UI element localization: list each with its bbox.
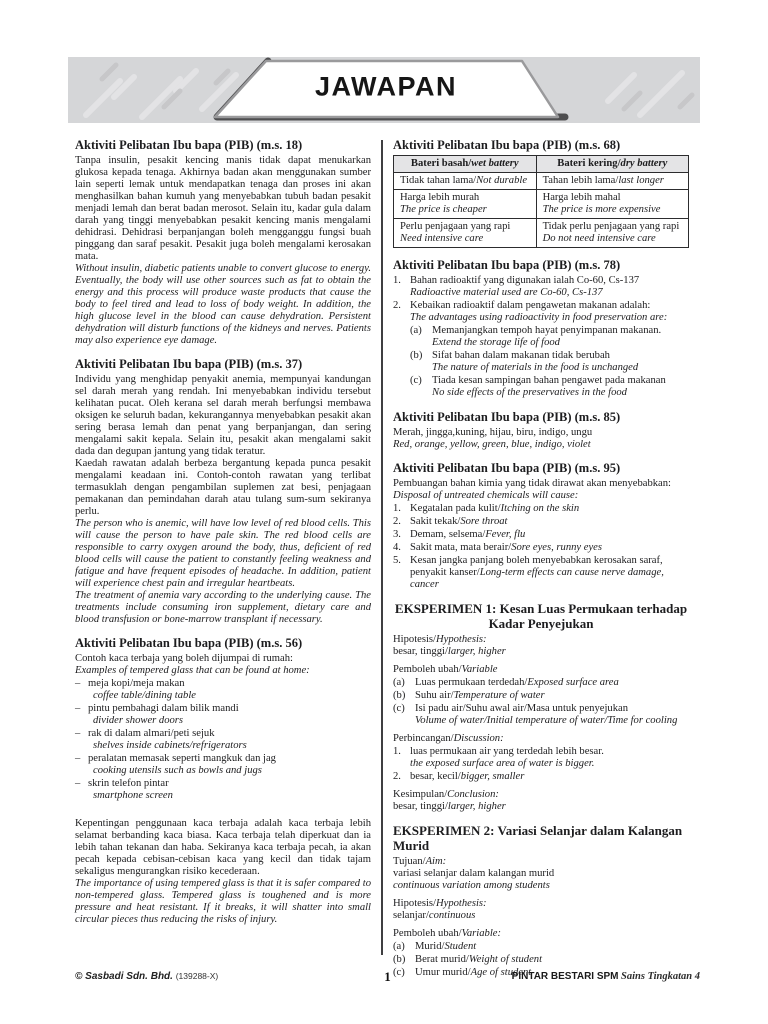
malay-text: Tiada kesan sampingan bahan pengawet pada makanan — [432, 375, 666, 386]
list-item-text — [410, 555, 689, 591]
list-item — [393, 771, 689, 783]
sublist-item-text — [432, 350, 689, 374]
english-text: Sore throat — [460, 516, 508, 527]
text-line — [410, 542, 689, 554]
english-text: The treatment of anemia vary according to the underlying cause. The treatments include consuming iron supplement, dietary care and blood transfusion or bone-marrow transplant if necessary. — [75, 590, 371, 625]
section-title: EKSPERIMEN 2: Variasi Selanjar dalam Kalangan Murid — [393, 823, 683, 853]
malay-text: besar, tinggi/ — [393, 801, 448, 812]
lettered-sublist — [410, 325, 689, 399]
malay-text: Kebaikan radioaktif dalam pengawetan makanan adalah: — [410, 300, 651, 311]
list-item — [393, 954, 689, 966]
section — [75, 357, 371, 626]
list-item-text — [410, 746, 689, 770]
malay-text: Perbincangan/ — [393, 733, 454, 744]
list-item-text — [88, 703, 371, 727]
english-text: Exposed surface area — [527, 677, 619, 688]
section-title: Aktiviti Pelibatan Ibu bapa (PIB) (m.s. 85) — [393, 410, 621, 424]
english-text: Extend the storage life of food — [432, 337, 560, 348]
paragraph — [393, 856, 689, 868]
paragraph — [75, 155, 371, 347]
text-line — [393, 646, 689, 658]
english-text: continuous — [428, 910, 476, 921]
publisher-code: (139288-X) — [175, 971, 219, 981]
section — [393, 823, 689, 979]
book-series: PINTAR BESTARI SPM — [511, 971, 619, 982]
paragraph — [393, 427, 689, 451]
text-line — [393, 634, 689, 646]
table-header-cell — [536, 156, 688, 173]
english-text: The price is more expensive — [542, 204, 661, 215]
english-text: The advantages using radioactivity in food preservation are: — [410, 312, 668, 323]
list-item-text — [410, 771, 689, 783]
malay-text: Contoh kaca terbaja yang boleh dijumpai di rumah: — [75, 653, 293, 664]
list-item — [410, 350, 689, 374]
sublist-item-text — [432, 375, 689, 399]
list-item — [393, 941, 689, 953]
numbered-list — [393, 503, 689, 591]
malay-text: Luas permukaan terdedah/ — [415, 677, 528, 688]
section-title: Aktiviti Pelibatan Ibu bapa (PIB) (m.s. 68) — [393, 138, 621, 152]
text-line — [393, 856, 689, 868]
list-item — [393, 746, 689, 770]
malay-text: Kaedah rawatan adalah berbeza bergantung kepada punca pesakit mengalami keadaan ini. Contoh-contoh rawatan yang terlibat termasuklah dengan pengambilan suplemen zat besi, penjagaan pemakanan dan pemindahan darah atau tulang sum-sum sekiranya perlu. — [75, 458, 371, 517]
english-text: Do not need intensive care — [542, 233, 656, 244]
table-cell — [536, 173, 688, 190]
paragraph — [75, 458, 371, 518]
section — [393, 410, 689, 451]
text-line — [400, 175, 530, 187]
table-cell — [394, 173, 537, 190]
lettered-list — [393, 677, 689, 727]
english-text: wet battery — [471, 158, 519, 169]
english-text: Aim: — [425, 856, 447, 867]
section-title: Aktiviti Pelibatan Ibu bapa (PIB) (m.s. 78) — [393, 258, 621, 272]
publisher-name: © Sasbadi Sdn. Bhd. — [75, 971, 173, 982]
section — [393, 461, 689, 591]
english-text: Sore eyes, runny eyes — [511, 542, 602, 553]
malay-text: Sakit mata, mata berair/ — [410, 542, 512, 553]
publisher-credit — [75, 971, 218, 982]
english-text: Discussion: — [453, 733, 504, 744]
english-text: larger, higher — [447, 646, 506, 657]
malay-text: Demam, selsema/ — [410, 529, 486, 540]
list-item — [410, 375, 689, 399]
malay-text: Kegatalan pada kulit/ — [410, 503, 501, 514]
list-item-text — [415, 941, 689, 953]
letter-marker: (a) — [410, 325, 422, 336]
text-line — [415, 677, 689, 689]
list-item-text — [410, 503, 689, 515]
english-text: No side effects of the preservatives in the food — [432, 387, 627, 398]
malay-text: Sakit tekak/ — [410, 516, 461, 527]
malay-text: skrin telefon pintar — [88, 778, 169, 789]
sublist-item-text — [432, 325, 689, 349]
dash-marker: – — [75, 678, 81, 689]
page-footer — [75, 969, 700, 987]
paragraph — [75, 518, 371, 590]
paragraph — [75, 818, 371, 926]
paragraph — [393, 478, 689, 502]
malay-text: selanjar/ — [393, 910, 429, 921]
english-text: shelves inside cabinets/refrigerators — [93, 740, 247, 751]
table-cell — [394, 190, 537, 219]
text-line — [393, 801, 689, 813]
table-row — [394, 219, 689, 248]
list-item — [393, 677, 689, 689]
english-text: Variable: — [461, 928, 501, 939]
malay-text: Tanpa insulin, pesakit kencing manis tidak dapat menukarkan glukosa kepada tenaga. Akhirnya badan akan menggunakan sumber lain seperti lemak untuk mendapatkan tenaga dan proses ini akan menghasilkan bahan kumuh yang menyebabkan tubuh badan pesakit menjadi lemah dan berat badan merosot. Selain itu, kadar gula dalam darah yang tinggi menyebabkan pesakit kencing manis mengalami dehidrasi. Dehidrasi berpanjangan boleh mengganggu fungsi buah pinggang dan saraf pesakit. Pesakit juga boleh mengalami kerosakan mata. — [75, 155, 371, 262]
english-text: The price is cheaper — [400, 204, 487, 215]
paragraph — [393, 789, 689, 801]
malay-text: Harga lebih murah — [400, 192, 480, 203]
dash-marker: – — [75, 778, 81, 789]
letter-marker: (c) — [393, 703, 405, 714]
paragraph — [393, 868, 689, 892]
english-text: Examples of tempered glass that can be found at home: — [75, 665, 310, 676]
malay-text: luas permukaan air yang terdedah lebih besar. — [410, 746, 604, 757]
list-item — [393, 542, 689, 554]
table-header — [394, 156, 689, 173]
list-item — [393, 503, 689, 515]
malay-text: Bateri basah/ — [410, 158, 472, 169]
english-text: Not durable — [476, 175, 528, 186]
english-text: Itching on the skin — [500, 503, 580, 514]
section-title: Aktiviti Pelibatan Ibu bapa (PIB) (m.s. 18) — [75, 138, 303, 152]
number-marker: 2. — [393, 516, 401, 527]
battery-comparison-table — [393, 155, 689, 248]
malay-text: Umur murid/ — [415, 967, 471, 978]
paragraph — [75, 653, 371, 677]
list-item — [393, 275, 689, 299]
english-text: The nature of materials in the food is unchanged — [432, 362, 639, 373]
list-item — [75, 728, 371, 752]
list-item-text — [415, 954, 689, 966]
list-item-text — [88, 678, 371, 702]
section — [75, 636, 371, 926]
list-item-text — [410, 542, 689, 554]
list-item-text — [88, 753, 371, 777]
text-line — [543, 175, 682, 187]
english-text: Weight of student — [468, 954, 543, 965]
table-header-cell — [394, 156, 537, 173]
text-line — [400, 158, 530, 170]
section — [75, 138, 371, 347]
malay-text: Pembuangan bahan kimia yang tidak dirawat akan menyebabkan: — [393, 478, 671, 489]
letter-marker: (b) — [393, 690, 406, 701]
english-text: Student — [444, 941, 477, 952]
list-item-text — [88, 778, 371, 802]
list-item-text — [88, 728, 371, 752]
list-item — [75, 753, 371, 777]
malay-text: Kesan jangka panjang boleh menyebabkan kerosakan saraf, penyakit kanser/ — [410, 555, 663, 578]
english-text: Hypothesis: — [435, 634, 487, 645]
malay-text: Suhu air/ — [415, 690, 454, 701]
malay-text: Pemboleh ubah/ — [393, 928, 462, 939]
paragraph — [393, 898, 689, 910]
numbered-list — [393, 275, 689, 400]
list-item-text — [415, 677, 689, 689]
book-subject: Sains Tingkatan 4 — [621, 971, 700, 982]
english-text: Red, orange, yellow, green, blue, indigo, violet — [393, 439, 591, 450]
english-text: last longer — [618, 175, 664, 186]
answers-banner — [68, 57, 700, 123]
malay-text: Bahan radioaktif yang digunakan ialah Co-60, Cs-137 — [410, 275, 640, 286]
letter-marker: (b) — [410, 350, 423, 361]
english-text: Need intensive care — [400, 233, 484, 244]
english-text: cooking utensils such as bowls and jugs — [93, 765, 262, 776]
table-cell — [394, 219, 537, 248]
english-text: Without insulin, diabetic patients unable to convert glucose to energy. Eventually, the body will use other sources such as fat to obtain the energy and this process will produce waste products that cause the body to feel tired and lead to loss of body weight. In addition, the high glucose level in the blood can cause dehydration. Persistent dehydration will disturb functions of the kidneys and nerves. Patients may also experience eye damage. — [75, 263, 371, 346]
table-header-row — [394, 156, 689, 173]
english-text: Radioactive material used are Co-60, Cs-137 — [410, 287, 603, 298]
paragraph — [393, 646, 689, 658]
list-item — [393, 703, 689, 727]
english-text: Variable — [461, 664, 498, 675]
number-marker: 5. — [393, 555, 401, 566]
english-text: dry battery — [620, 158, 668, 169]
text-line — [410, 503, 689, 515]
list-item — [75, 778, 371, 802]
malay-text: Kesimpulan/ — [393, 789, 448, 800]
english-text: Conclusion: — [447, 789, 499, 800]
malay-text: Isi padu air/Suhu awal air/Masa untuk penyejukan — [415, 703, 628, 714]
malay-text: peralatan memasak seperti mangkuk dan jag — [88, 753, 276, 764]
english-text: Disposal of untreated chemicals will cause: — [393, 490, 579, 501]
list-item-text — [410, 300, 689, 400]
paragraph — [393, 634, 689, 646]
text-line — [410, 516, 689, 528]
english-text: coffee table/dining table — [93, 690, 196, 701]
text-line — [393, 910, 689, 922]
table-cell — [536, 190, 688, 219]
paragraph — [393, 801, 689, 813]
left-column — [75, 138, 371, 936]
english-text: Volume of water/Initial temperature of water/Time for cooling — [415, 715, 678, 726]
content-columns — [75, 138, 691, 989]
number-marker: 1. — [393, 746, 401, 757]
letter-marker: (a) — [393, 941, 405, 952]
table-body — [394, 173, 689, 248]
dash-marker: – — [75, 703, 81, 714]
paragraph — [393, 733, 689, 745]
list-item-text — [410, 275, 689, 299]
text-line — [393, 789, 689, 801]
list-item — [75, 678, 371, 702]
english-text: larger, higher — [447, 801, 506, 812]
english-text: The importance of using tempered glass is that it is safer compared to non-tempered glass. Tempered glass is toughened and is more pressure and heat resistant. If it breaks, it will shatter into small circular pieces thus reducing the risks of injury. — [75, 878, 371, 925]
english-text: Long-term effects can cause nerve damage, cancer — [410, 567, 664, 590]
malay-text: besar, tinggi/ — [393, 646, 448, 657]
malay-text: Tujuan/ — [393, 856, 426, 867]
paragraph — [393, 910, 689, 922]
english-text: Hypothesis: — [435, 898, 487, 909]
malay-text: Kepentingan penggunaan kaca terbaja adalah kaca terbaja lebih selamat berbanding kaca biasa. Kaca terbaja telah diperkuat dan ia lebih tahan tekanan dan haba. Sekiranya kaca terbaja pecah, ia akan pecah kepada cebisan-cebisan kaca yang kecil dan tidak tajam sekaligus mengurangkan risiko kecederaan. — [75, 818, 371, 877]
english-text: the exposed surface area of water is bigger. — [410, 758, 595, 769]
book-title — [512, 971, 700, 982]
page-number: 1 — [384, 969, 391, 984]
text-line — [410, 771, 689, 783]
malay-text: variasi selanjar dalam kalangan murid — [393, 868, 555, 879]
bullet-list — [75, 678, 371, 802]
malay-text: Pemboleh ubah/ — [393, 664, 462, 675]
number-marker: 1. — [393, 275, 401, 286]
malay-text: Harga lebih mahal — [542, 192, 621, 203]
table-cell — [536, 219, 688, 248]
text-line — [393, 898, 689, 910]
list-item — [75, 703, 371, 727]
list-item — [393, 555, 689, 591]
list-item — [393, 300, 689, 400]
list-item — [410, 325, 689, 349]
text-line — [393, 928, 689, 940]
number-marker: 1. — [393, 503, 401, 514]
table-row — [394, 173, 689, 190]
letter-marker: (c) — [393, 967, 405, 978]
text-line — [415, 941, 689, 953]
malay-text: Memanjangkan tempoh hayat penyimpanan makanan. — [432, 325, 662, 336]
text-line — [410, 529, 689, 541]
malay-text: Tidak perlu penjagaan yang rapi — [542, 221, 680, 232]
malay-text: Hipotesis/ — [393, 634, 436, 645]
letter-marker: (c) — [410, 375, 422, 386]
english-text: Fever, flu — [485, 529, 526, 540]
list-item — [393, 516, 689, 528]
text-line — [393, 733, 689, 745]
list-item — [393, 690, 689, 702]
malay-text: meja kopi/meja makan — [88, 678, 185, 689]
list-item-text — [415, 703, 689, 727]
malay-text: pintu pembahagi dalam bilik mandi — [88, 703, 239, 714]
paragraph — [75, 590, 371, 626]
english-text: bigger, smaller — [460, 771, 525, 782]
number-marker: 2. — [393, 771, 401, 782]
section-title: Aktiviti Pelibatan Ibu bapa (PIB) (m.s. 95) — [393, 461, 621, 475]
section — [393, 601, 689, 813]
list-item-text — [410, 529, 689, 541]
letter-marker: (b) — [393, 954, 406, 965]
english-text: Age of student — [470, 967, 532, 978]
list-item-text — [415, 690, 689, 702]
malay-text: Berat murid/ — [415, 954, 469, 965]
english-text: smartphone screen — [93, 790, 173, 801]
english-text: divider shower doors — [93, 715, 184, 726]
dash-marker: – — [75, 753, 81, 764]
malay-text: Perlu penjagaan yang rapi — [400, 221, 511, 232]
malay-text: Individu yang menghidap penyakit anemia, mempunyai kandungan sel darah merah yang rendah. Ini menyebabkan individu tersebut kelihatan pucat. Oleh kerana sel darah merah berfungsi membawa oksigen ke seluruh badan, kekurangannya menyebabkan pesakit akan sering berasa lemah dan penat yang berpanjangan, dan sering mengalami sakit kepala. Selain itu, pesakit akan mengalami sakit dada dan degupan jantung yang tidak teratur. — [75, 374, 371, 457]
text-line — [415, 954, 689, 966]
malay-text: Tidak tahan lama/ — [400, 175, 477, 186]
number-marker: 3. — [393, 529, 401, 540]
table-row — [394, 190, 689, 219]
text-line — [415, 690, 689, 702]
right-column — [393, 138, 689, 989]
section-title: EKSPERIMEN 1: Kesan Luas Permukaan terhadap Kadar Penyejukan — [394, 601, 688, 631]
malay-text: Merah, jingga,kuning, hijau, biru, indigo, ungu — [393, 427, 593, 438]
text-line — [393, 664, 689, 676]
number-marker: 2. — [393, 300, 401, 311]
english-text: The person who is anemic, will have low level of red blood cells. This will cause the person to have pale skin. The red blood cells are responsible to carry oxygen around the body, thus, deficient of red blood cells will cause the patient to constantly feeling weakness and fatigue and have frequent episodes of headache. In addition, patient will experience chest pain and irregular heartbeats. — [75, 518, 371, 589]
malay-text: Sifat bahan dalam makanan tidak berubah — [432, 350, 610, 361]
letter-marker: (a) — [393, 677, 405, 688]
page-banner-title: JAWAPAN — [314, 71, 458, 102]
number-marker: 4. — [393, 542, 401, 553]
paragraph — [393, 664, 689, 676]
malay-text: besar, kecil/ — [410, 771, 461, 782]
section-title: Aktiviti Pelibatan Ibu bapa (PIB) (m.s. 56) — [75, 636, 303, 650]
list-item — [393, 529, 689, 541]
section-title: Aktiviti Pelibatan Ibu bapa (PIB) (m.s. 37) — [75, 357, 303, 371]
column-divider — [381, 140, 383, 955]
section — [393, 258, 689, 400]
malay-text: Hipotesis/ — [393, 898, 436, 909]
malay-text: rak di dalam almari/peti sejuk — [88, 728, 215, 739]
paragraph — [75, 374, 371, 458]
english-text: Temperature of water — [453, 690, 545, 701]
numbered-list — [393, 746, 689, 783]
english-text: continuous variation among students — [393, 880, 550, 891]
dash-marker: – — [75, 728, 81, 739]
malay-text: Bateri kering/ — [557, 158, 621, 169]
list-item-text — [410, 516, 689, 528]
malay-text: Murid/ — [415, 941, 445, 952]
text-line — [543, 158, 682, 170]
paragraph — [393, 928, 689, 940]
section — [393, 138, 689, 248]
malay-text: Tahan lebih lama/ — [542, 175, 619, 186]
text-line — [410, 555, 689, 591]
